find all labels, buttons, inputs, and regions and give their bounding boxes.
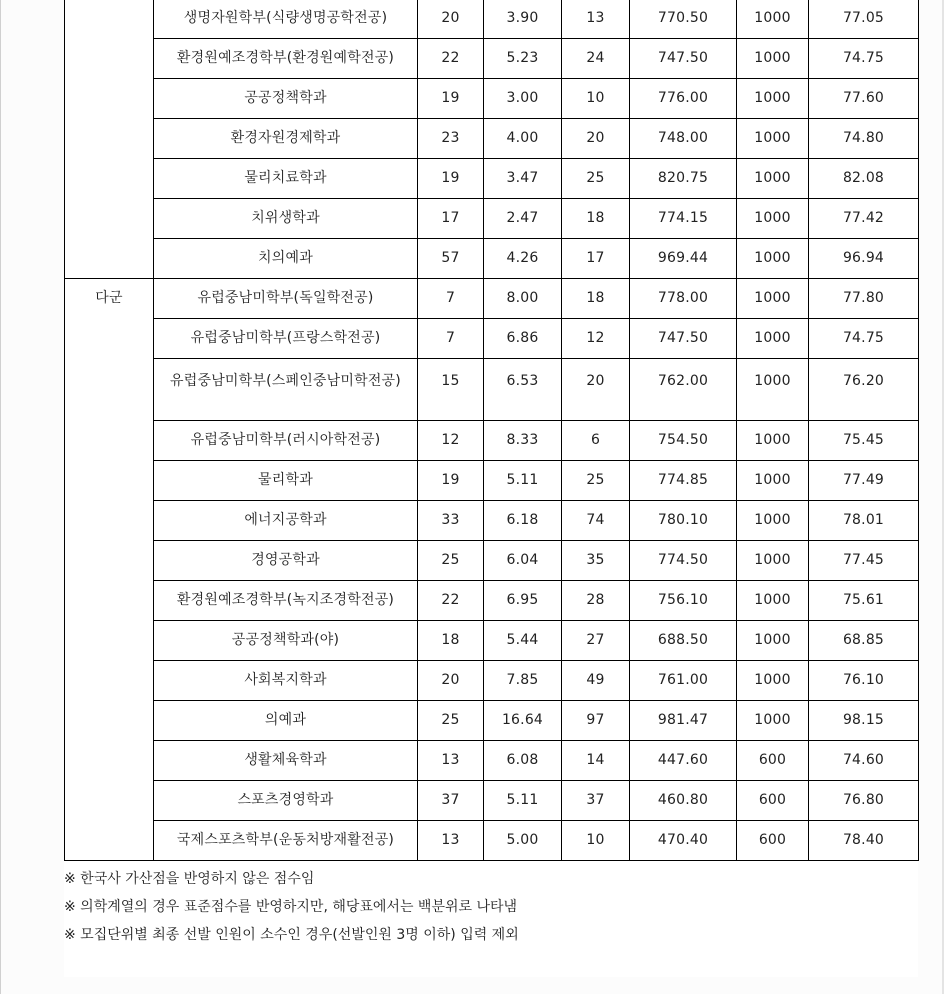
- percentile-cell: 78.01: [809, 501, 919, 541]
- score-cell: 447.60: [630, 741, 737, 781]
- competition-ratio-cell: 3.00: [484, 79, 562, 119]
- table-row: [65, 79, 919, 119]
- percentile-cell: 77.80: [809, 279, 919, 319]
- table-row: [65, 421, 919, 461]
- score-cell: 747.50: [630, 319, 737, 359]
- total-score-cell: 1000: [737, 359, 809, 421]
- total-score-cell: 1000: [737, 279, 809, 319]
- total-score-cell: 1000: [737, 701, 809, 741]
- total-score-cell: 1000: [737, 39, 809, 79]
- waitlist-rank-cell: 10: [562, 79, 630, 119]
- quota-cell: 7: [418, 279, 484, 319]
- competition-ratio-cell: 5.44: [484, 621, 562, 661]
- percentile-cell: 77.05: [809, 0, 919, 39]
- department-cell: 국제스포츠학부(운동처방재활전공): [154, 821, 418, 861]
- waitlist-rank-cell: 25: [562, 159, 630, 199]
- score-cell: 747.50: [630, 39, 737, 79]
- department-cell: 생명자원학부(식량생명공학전공): [154, 0, 418, 39]
- score-cell: 770.50: [630, 0, 737, 39]
- footnote: ※ 의학계열의 경우 표준점수를 반영하지만, 해당표에서는 백분위로 나타냄: [64, 899, 518, 915]
- quota-cell: 33: [418, 501, 484, 541]
- department-cell: 물리치료학과: [154, 159, 418, 199]
- department-cell: 치위생학과: [154, 199, 418, 239]
- waitlist-rank-cell: 12: [562, 319, 630, 359]
- competition-ratio-cell: 4.00: [484, 119, 562, 159]
- department-cell: 유럽중남미학부(러시아학전공): [154, 421, 418, 461]
- quota-cell: 18: [418, 621, 484, 661]
- score-cell: 969.44: [630, 239, 737, 279]
- page-left-border: [0, 0, 1, 994]
- department-cell: 의예과: [154, 701, 418, 741]
- total-score-cell: 1000: [737, 581, 809, 621]
- table-body: [65, 0, 919, 861]
- total-score-cell: 1000: [737, 0, 809, 39]
- total-score-cell: 1000: [737, 159, 809, 199]
- competition-ratio-cell: 3.90: [484, 0, 562, 39]
- table-row: [65, 0, 919, 39]
- admission-group-cell: [65, 0, 154, 279]
- department-cell: 환경원예조경학부(녹지조경학전공): [154, 581, 418, 621]
- waitlist-rank-cell: 6: [562, 421, 630, 461]
- percentile-cell: 74.75: [809, 39, 919, 79]
- quota-cell: 22: [418, 39, 484, 79]
- competition-ratio-cell: 6.95: [484, 581, 562, 621]
- percentile-cell: 74.60: [809, 741, 919, 781]
- table-row: [65, 741, 919, 781]
- quota-cell: 17: [418, 199, 484, 239]
- quota-cell: 57: [418, 239, 484, 279]
- percentile-cell: 68.85: [809, 621, 919, 661]
- waitlist-rank-cell: 10: [562, 821, 630, 861]
- waitlist-rank-cell: 37: [562, 781, 630, 821]
- waitlist-rank-cell: 97: [562, 701, 630, 741]
- percentile-cell: 74.75: [809, 319, 919, 359]
- percentile-cell: 76.20: [809, 359, 919, 421]
- total-score-cell: 600: [737, 781, 809, 821]
- competition-ratio-cell: 7.85: [484, 661, 562, 701]
- quota-cell: 12: [418, 421, 484, 461]
- percentile-cell: 82.08: [809, 159, 919, 199]
- score-cell: 774.50: [630, 541, 737, 581]
- waitlist-rank-cell: 24: [562, 39, 630, 79]
- percentile-cell: 96.94: [809, 239, 919, 279]
- quota-cell: 19: [418, 159, 484, 199]
- competition-ratio-cell: 6.08: [484, 741, 562, 781]
- quota-cell: 25: [418, 701, 484, 741]
- score-cell: 776.00: [630, 79, 737, 119]
- competition-ratio-cell: 6.18: [484, 501, 562, 541]
- total-score-cell: 1000: [737, 199, 809, 239]
- waitlist-rank-cell: 25: [562, 461, 630, 501]
- table-row: [65, 39, 919, 79]
- competition-ratio-cell: 2.47: [484, 199, 562, 239]
- competition-ratio-cell: 6.53: [484, 359, 562, 421]
- competition-ratio-cell: 5.11: [484, 781, 562, 821]
- score-cell: 820.75: [630, 159, 737, 199]
- competition-ratio-cell: 5.00: [484, 821, 562, 861]
- total-score-cell: 1000: [737, 319, 809, 359]
- quota-cell: 23: [418, 119, 484, 159]
- department-cell: 공공정책학과: [154, 79, 418, 119]
- table-row: [65, 159, 919, 199]
- percentile-cell: 75.45: [809, 421, 919, 461]
- waitlist-rank-cell: 13: [562, 0, 630, 39]
- waitlist-rank-cell: 17: [562, 239, 630, 279]
- percentile-cell: 76.80: [809, 781, 919, 821]
- percentile-cell: 78.40: [809, 821, 919, 861]
- waitlist-rank-cell: 28: [562, 581, 630, 621]
- quota-cell: 20: [418, 661, 484, 701]
- quota-cell: 37: [418, 781, 484, 821]
- department-cell: 스포츠경영학과: [154, 781, 418, 821]
- total-score-cell: 1000: [737, 621, 809, 661]
- total-score-cell: 1000: [737, 239, 809, 279]
- competition-ratio-cell: 6.04: [484, 541, 562, 581]
- waitlist-rank-cell: 74: [562, 501, 630, 541]
- percentile-cell: 75.61: [809, 581, 919, 621]
- score-cell: 748.00: [630, 119, 737, 159]
- admission-group-cell: 다군: [65, 279, 154, 861]
- footnote: ※ 한국사 가산점을 반영하지 않은 점수임: [64, 871, 315, 887]
- table-row: [65, 501, 919, 541]
- footnote: ※ 모집단위별 최종 선발 인원이 소수인 경우(선발인원 3명 이하) 입력 제외: [64, 927, 519, 943]
- total-score-cell: 600: [737, 821, 809, 861]
- quota-cell: 7: [418, 319, 484, 359]
- score-cell: 761.00: [630, 661, 737, 701]
- department-cell: 유럽중남미학부(스페인중남미학전공): [154, 359, 418, 421]
- total-score-cell: 1000: [737, 119, 809, 159]
- department-cell: 공공정책학과(야): [154, 621, 418, 661]
- waitlist-rank-cell: 18: [562, 279, 630, 319]
- department-cell: 사회복지학과: [154, 661, 418, 701]
- total-score-cell: 1000: [737, 421, 809, 461]
- total-score-cell: 1000: [737, 501, 809, 541]
- waitlist-rank-cell: 14: [562, 741, 630, 781]
- admission-score-table: [64, 0, 919, 861]
- percentile-cell: 77.42: [809, 199, 919, 239]
- quota-cell: 22: [418, 581, 484, 621]
- score-cell: 778.00: [630, 279, 737, 319]
- quota-cell: 19: [418, 79, 484, 119]
- total-score-cell: 1000: [737, 541, 809, 581]
- department-cell: 환경원예조경학부(환경원예학전공): [154, 39, 418, 79]
- competition-ratio-cell: 5.11: [484, 461, 562, 501]
- quota-cell: 13: [418, 741, 484, 781]
- quota-cell: 19: [418, 461, 484, 501]
- total-score-cell: 1000: [737, 661, 809, 701]
- total-score-cell: 1000: [737, 79, 809, 119]
- competition-ratio-cell: 4.26: [484, 239, 562, 279]
- waitlist-rank-cell: 35: [562, 541, 630, 581]
- table-row: [65, 541, 919, 581]
- competition-ratio-cell: 3.47: [484, 159, 562, 199]
- table-row: [65, 461, 919, 501]
- table-row: [65, 279, 919, 319]
- score-cell: 762.00: [630, 359, 737, 421]
- percentile-cell: 77.49: [809, 461, 919, 501]
- percentile-cell: 76.10: [809, 661, 919, 701]
- percentile-cell: 98.15: [809, 701, 919, 741]
- table-row: [65, 359, 919, 421]
- document-body: [64, 0, 918, 977]
- total-score-cell: 1000: [737, 461, 809, 501]
- quota-cell: 15: [418, 359, 484, 421]
- department-cell: 환경자원경제학과: [154, 119, 418, 159]
- score-cell: 754.50: [630, 421, 737, 461]
- table-row: [65, 239, 919, 279]
- competition-ratio-cell: 6.86: [484, 319, 562, 359]
- score-cell: 774.85: [630, 461, 737, 501]
- percentile-cell: 74.80: [809, 119, 919, 159]
- quota-cell: 13: [418, 821, 484, 861]
- competition-ratio-cell: 5.23: [484, 39, 562, 79]
- department-cell: 물리학과: [154, 461, 418, 501]
- department-cell: 치의예과: [154, 239, 418, 279]
- total-score-cell: 600: [737, 741, 809, 781]
- department-cell: 유럽중남미학부(프랑스학전공): [154, 319, 418, 359]
- percentile-cell: 77.60: [809, 79, 919, 119]
- score-cell: 774.15: [630, 199, 737, 239]
- footnotes: [64, 861, 918, 977]
- score-cell: 470.40: [630, 821, 737, 861]
- quota-cell: 20: [418, 0, 484, 39]
- percentile-cell: 77.45: [809, 541, 919, 581]
- table-row: [65, 621, 919, 661]
- table-row: [65, 661, 919, 701]
- waitlist-rank-cell: 27: [562, 621, 630, 661]
- score-cell: 780.10: [630, 501, 737, 541]
- competition-ratio-cell: 8.33: [484, 421, 562, 461]
- score-cell: 460.80: [630, 781, 737, 821]
- waitlist-rank-cell: 20: [562, 119, 630, 159]
- score-cell: 688.50: [630, 621, 737, 661]
- department-cell: 경영공학과: [154, 541, 418, 581]
- table-row: [65, 319, 919, 359]
- score-cell: 981.47: [630, 701, 737, 741]
- quota-cell: 25: [418, 541, 484, 581]
- waitlist-rank-cell: 20: [562, 359, 630, 421]
- table-row: [65, 119, 919, 159]
- department-cell: 생활체육학과: [154, 741, 418, 781]
- department-cell: 유럽중남미학부(독일학전공): [154, 279, 418, 319]
- competition-ratio-cell: 8.00: [484, 279, 562, 319]
- competition-ratio-cell: 16.64: [484, 701, 562, 741]
- table-row: [65, 199, 919, 239]
- score-cell: 756.10: [630, 581, 737, 621]
- table-row: [65, 701, 919, 741]
- table-row: [65, 781, 919, 821]
- waitlist-rank-cell: 18: [562, 199, 630, 239]
- waitlist-rank-cell: 49: [562, 661, 630, 701]
- table-row: [65, 581, 919, 621]
- department-cell: 에너지공학과: [154, 501, 418, 541]
- table-row: [65, 821, 919, 861]
